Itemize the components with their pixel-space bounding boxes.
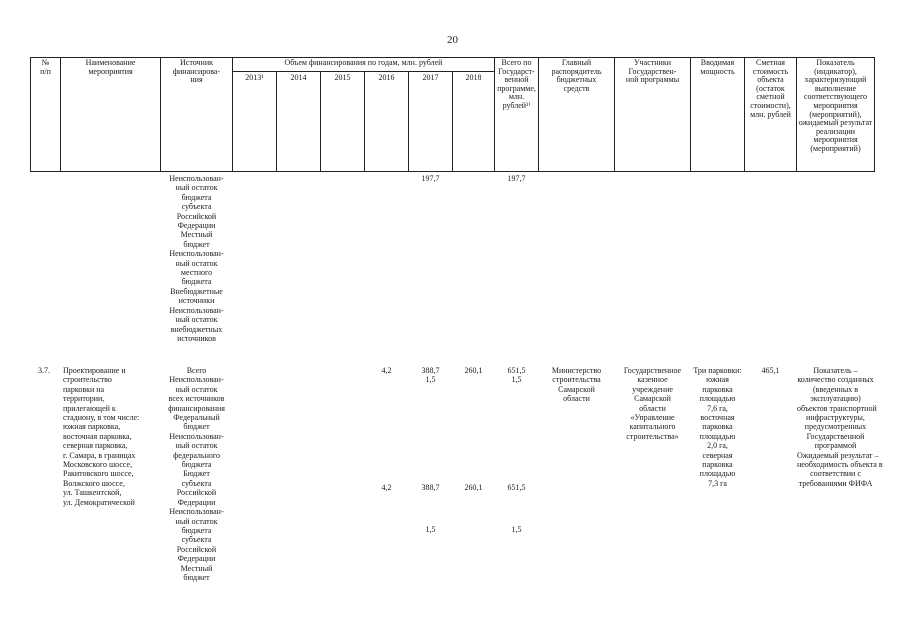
- col-line: [364, 71, 365, 172]
- table-right-border: [874, 57, 875, 172]
- col-line: [408, 71, 409, 172]
- header-indicator: Показатель (индикатор), характеризующий выполнение соответствующего мероприятия (мероприятий), ожидаемый результат реализации мероприятия (мероприятий): [798, 58, 873, 153]
- col-line: [452, 71, 453, 172]
- row-3-7-indicator: Показатель – количество созданных (введенных в эксплуатацию) объектов транспортной инфраструктуры, предусмотренных Государственной программой Ожидаемый результат – необходимость объекта в соответствии с требованиями ФИФА: [797, 366, 883, 488]
- row-3-7-regional-2016: 4,2: [381, 483, 392, 492]
- years-divider: [232, 71, 494, 72]
- top-block-2017: 197,7: [421, 174, 440, 183]
- header-num: № п/п: [40, 58, 51, 76]
- row-3-7-regional-total: 651,5: [507, 483, 526, 492]
- table-top-border: [30, 57, 875, 58]
- header-source: Источник финансирова- ния: [172, 58, 221, 85]
- row-3-7-participants: Государственное казенное учреждение Самарской области «Управление капитального строительства»: [623, 366, 682, 441]
- header-year-2013: 2013¹: [245, 73, 264, 82]
- header-capacity: Вводимая мощность: [700, 58, 735, 76]
- header-estimate: Сметная стоимость объекта (остаток сметной стоимости), млн. рублей: [750, 58, 791, 119]
- header-year-2015: 2015: [334, 73, 351, 82]
- header-year-2014: 2014: [290, 73, 307, 82]
- row-3-7-unused-all-2017: 1,5: [425, 375, 436, 384]
- row-3-7-all-2018: 260,1: [464, 366, 483, 375]
- row-3-7-all-total: 651,5: [507, 366, 526, 375]
- row-3-7-all-2017: 388,7: [421, 366, 440, 375]
- col-line: [320, 71, 321, 172]
- row-3-7-regional-2017: 388,7: [421, 483, 440, 492]
- col-line: [276, 71, 277, 172]
- row-3-7-name: Проектирование и строительство парковки на территории, прилегающей к стадиону, в том числе: южная парковка, восточная парковка, северная парковка, г. Самара, в границах Московского шоссе, Ракитовского шоссе, Волжского шоссе, ул. Ташкентской, ул. Демократической: [63, 366, 140, 507]
- row-3-7-unused-regional-total: 1,5: [511, 525, 522, 534]
- row-3-7-sources: Всего Неиспользован- ный остаток всех источников финансирования Федеральный бюджет Неиспользован- ный остаток федерального бюджета Бюджет субъекта Российской Федерации Неиспользован- ный остаток бюджета субъекта Российской Федерации Местный бюджет: [168, 366, 225, 582]
- header-year-2017: 2017: [422, 73, 439, 82]
- header-total: Всего по Государст- венной программе, млн. рублей¹⁾: [497, 58, 536, 110]
- header-volume-title: Объем финансирования по годам, млн. рублей: [284, 58, 443, 67]
- row-3-7-estimate: 465,1: [761, 366, 780, 375]
- header-year-2016: 2016: [378, 73, 395, 82]
- row-3-7-manager: Министерство строительства Самарской области: [551, 366, 602, 404]
- row-3-7-unused-regional-2017: 1,5: [425, 525, 436, 534]
- row-3-7-regional-2018: 260,1: [464, 483, 483, 492]
- row-3-7-capacity: Три парковки: южная парковка площадью 7,6 га, восточная парковка площадью 2,0 га, северная парковка площадью 7,3 га: [693, 366, 742, 488]
- top-block-total: 197,7: [507, 174, 526, 183]
- page-number: 20: [447, 34, 458, 46]
- row-3-7-unused-all-total: 1,5: [511, 375, 522, 384]
- header-year-2018: 2018: [465, 73, 482, 82]
- header-participants: Участники Государствен- ной программы: [625, 58, 680, 85]
- row-3-7-all-2016: 4,2: [381, 366, 392, 375]
- top-block-sources: Неиспользован- ный остаток бюджета субъекта Российской Федерации Местный бюджет Неиспользован- ный остаток местного бюджета Внебюджетные источники Неиспользован- ный остаток внебюджетных источников: [169, 174, 224, 343]
- header-manager: Главный распорядитель бюджетных средств: [551, 58, 602, 93]
- row-3-7-number: 3.7.: [38, 366, 50, 375]
- header-name: Наименование мероприятия: [85, 58, 136, 76]
